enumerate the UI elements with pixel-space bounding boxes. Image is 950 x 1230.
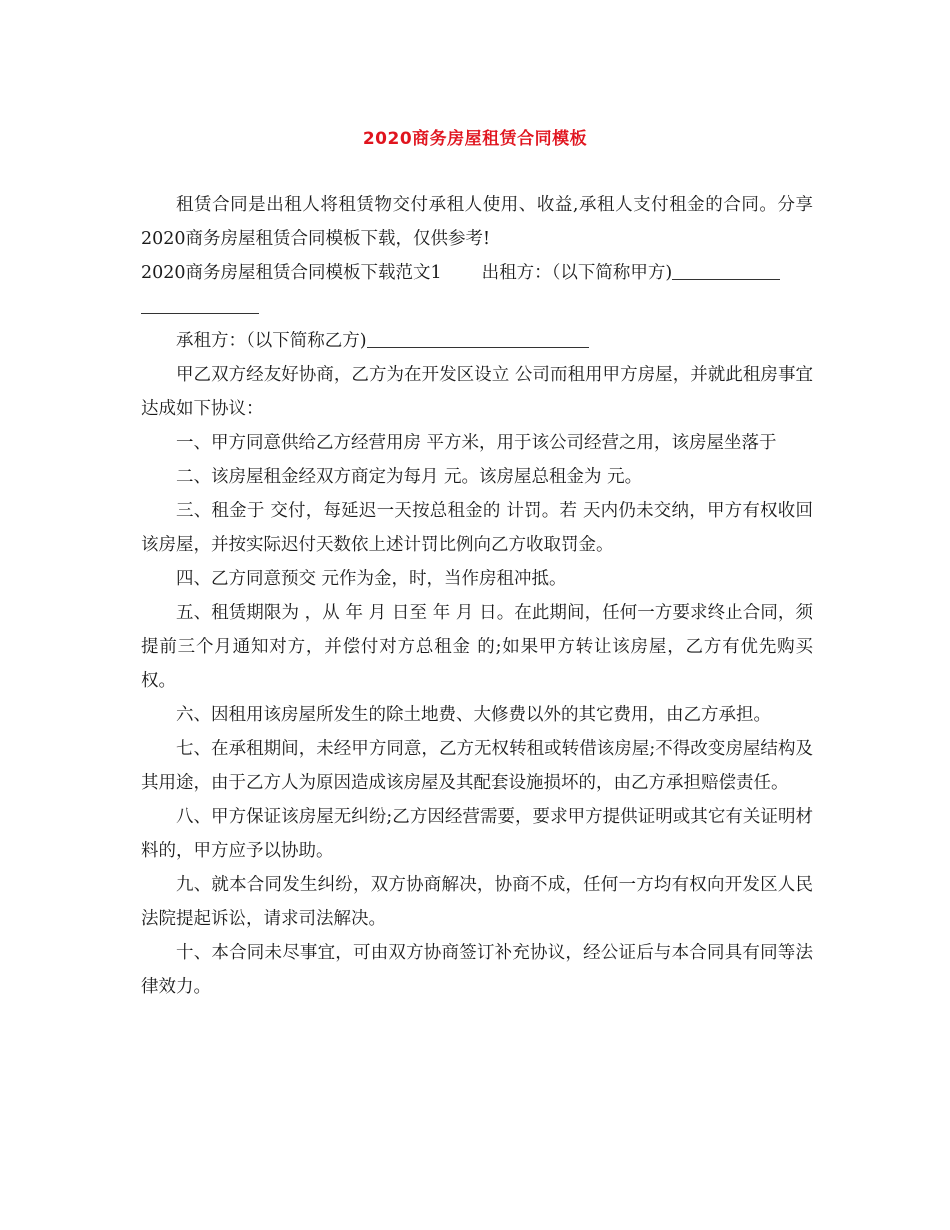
lessor-continuation-line	[141, 290, 813, 324]
clause-paragraph: 五、租赁期限为 ，从 年 月 日至 年 月 日。在此期间，任何一方要求终止合同，须提前三个月通知对方，并偿付对方总租金 的;如果甲方转让该房屋，乙方有优先购买权。	[141, 603, 813, 691]
clause-paragraph: 六、因租用该房屋所发生的除土地费、大修费以外的其它费用，由乙方承担。	[176, 705, 771, 725]
lessor-label: 出租方：（以下简称甲方)	[481, 263, 673, 283]
sample-heading: 2020商务房屋租赁合同模板下载范文1	[141, 263, 442, 283]
clause-paragraph: 七、在承租期间，未经甲方同意，乙方无权转租或转借该房屋;不得改变房屋结构及其用途，由于乙方人为原因造成该房屋及其配套设施损坏的，由乙方承担赔偿责任。	[141, 739, 813, 793]
clause-paragraph: 三、租金于 交付，每延迟一天按总租金的 计罚。若 天内仍未交纳，甲方有权收回该房屋，并按实际迟付天数依上述计罚比例向乙方收取罚金。	[141, 501, 813, 555]
lessor-blank-1	[672, 257, 780, 280]
clause-paragraph: 十、本合同未尽事宜，可由双方协商签订补充协议，经公证后与本合同具有同等法律效力。	[141, 943, 813, 997]
document-body	[141, 188, 813, 1004]
clause-paragraph: 九、就本合同发生纠纷，双方协商解决，协商不成，任何一方均有权向开发区人民法院提起诉讼，请求司法解决。	[141, 875, 813, 929]
lessee-label: 承租方：（以下简称乙方)	[176, 331, 367, 351]
clause-paragraph: 二、该房屋租金经双方商定为每月 元。该房屋总租金为 元。	[176, 467, 643, 487]
clause-paragraph: 四、乙方同意预交 元作为金，时，当作房租冲抵。	[176, 569, 567, 589]
lessee-blank	[367, 325, 589, 348]
clause-paragraph: 一、甲方同意供给乙方经营用房 平方米，用于该公司经营之用，该房屋坐落于	[176, 433, 777, 453]
lessee-line	[141, 324, 813, 358]
sample-heading-line	[141, 256, 813, 290]
intro-paragraph: 租赁合同是出租人将租赁物交付承租人使用、收益,承租人支付租金的合同。分享2020商务房屋租赁合同模板下载，仅供参考!	[141, 195, 813, 249]
clause-paragraph: 八、甲方保证该房屋无纠纷;乙方因经营需要，要求甲方提供证明或其它有关证明材料的，甲方应予以协助。	[141, 807, 813, 861]
document-title: 2020商务房屋租赁合同模板	[362, 129, 588, 149]
lessor-blank-2	[141, 291, 259, 314]
clause-paragraph: 甲乙双方经友好协商，乙方为在开发区设立 公司而租用甲方房屋，并就此租房事宜达成如下协议：	[141, 365, 813, 419]
